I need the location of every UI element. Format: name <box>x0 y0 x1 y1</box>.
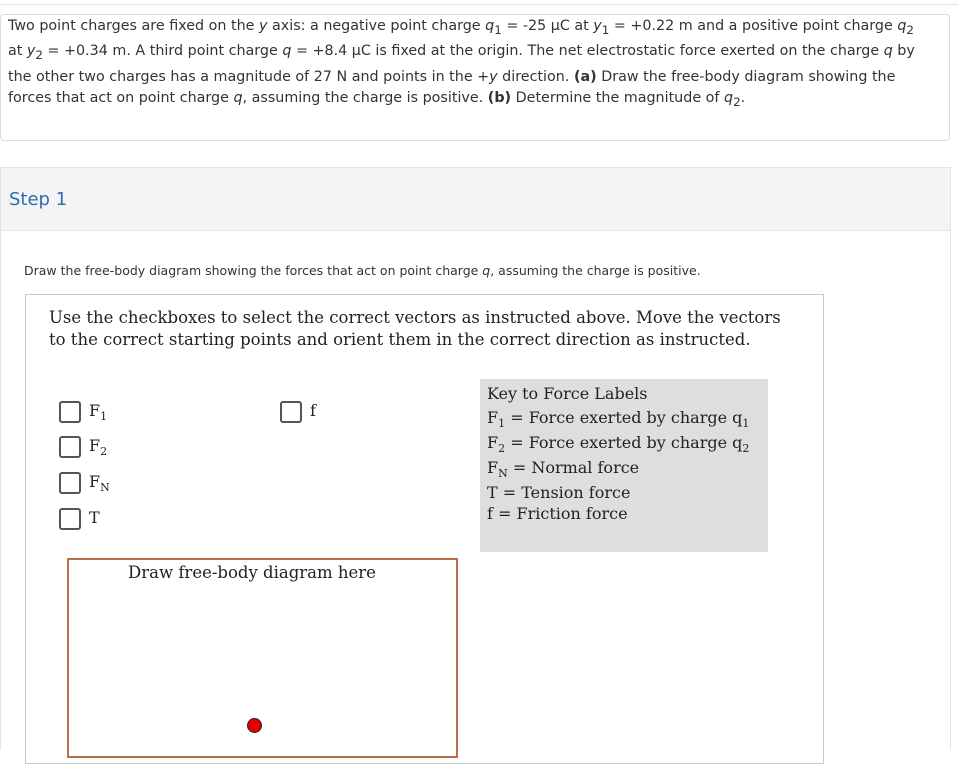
force-key-panel <box>480 379 768 552</box>
checkbox-f1[interactable] <box>59 401 81 423</box>
checkbox-label-fn: $F_N$ <box>89 472 110 495</box>
charge-q-dot <box>247 718 262 733</box>
problem-statement: Two point charges are fixed on the y axis: a negative point charge $q_1 = -25$ μC at $y_1 = +0.22$ m and a positive point charge $q_2$ at $y_2 = +0.34$ m. A third point charge q = +8.4 μC is fixed at the origin. The net electrostatic force exerted on the charge q by the other two charges has a magnitude of 27 N and points in the +y direction. (a) Draw the free-body diagram showing the forces that act on point charge q, assuming the charge is positive. (b) Determine the magnitude of $q_2$. <box>8 18 915 110</box>
checkbox-row-f1[interactable] <box>59 401 107 423</box>
checkbox-label-t: T <box>89 508 100 527</box>
applet-instructions: Use the checkboxes to select the correct vectors as instructed above. Move the vectors to the correct starting points and orient them in the correct direction as instructed. <box>49 308 781 349</box>
checkbox-friction[interactable] <box>280 401 302 423</box>
key-item-friction: f = Friction force <box>487 504 628 523</box>
checkbox-t[interactable] <box>59 508 81 530</box>
step-instruction: Draw the free-body diagram showing the forces that act on point charge q, assuming the charge is positive. <box>24 263 701 278</box>
key-item-fn: $F_N$ = Normal force <box>487 458 640 481</box>
fbd-drawing-area[interactable] <box>67 558 458 758</box>
step-title: Step 1 <box>9 189 68 210</box>
checkbox-row-f2[interactable] <box>59 436 107 458</box>
checkbox-row-t[interactable] <box>59 508 100 530</box>
draw-area-label: Draw free-body diagram here <box>128 563 376 582</box>
key-title: Key to Force Labels <box>487 384 648 403</box>
key-item-t: T = Tension force <box>487 483 631 502</box>
checkbox-label-f1: $F_1$ <box>89 401 108 424</box>
checkbox-f2[interactable] <box>59 436 81 458</box>
checkbox-label-f2: $F_2$ <box>89 436 108 459</box>
top-divider <box>0 4 958 5</box>
checkbox-label-friction: f <box>310 401 316 420</box>
step-header <box>0 167 951 231</box>
checkbox-row-fn[interactable] <box>59 472 110 494</box>
checkbox-fn[interactable] <box>59 472 81 494</box>
key-item-f1: $F_1$ = Force exerted by charge $q_1$ <box>487 408 750 431</box>
checkbox-row-friction[interactable] <box>280 401 316 423</box>
key-item-f2: $F_2$ = Force exerted by charge $q_2$ <box>487 433 750 456</box>
